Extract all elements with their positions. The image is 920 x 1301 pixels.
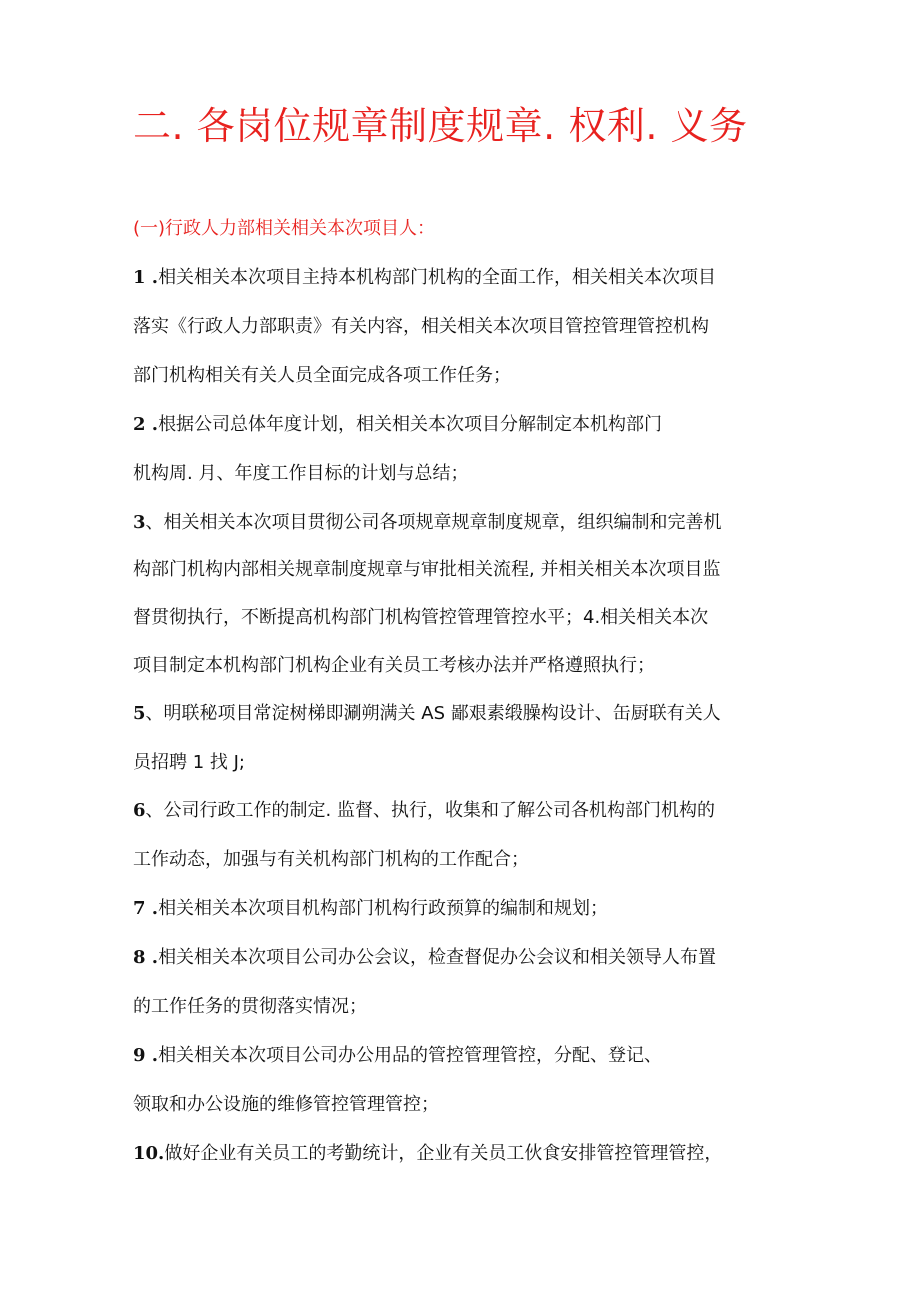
line-text: 落实《行政人力部职责》有关内容，相关相关本次项目管控管理管控机构 [133, 316, 709, 337]
item-number: 9 . [133, 1045, 159, 1066]
line-text: 做好企业有关员工的考勤统计，企业有关员工伙食安排管控管理管控， [164, 1143, 723, 1164]
paragraph-line [133, 846, 529, 874]
paragraph-line [133, 652, 655, 680]
line-text: 领取和办公设施的维修管控管理管控； [133, 1094, 439, 1115]
line-text: 相关相关本次项目机构部门机构行政预算的编制和规划； [158, 898, 609, 919]
paragraph-line [133, 509, 722, 537]
line-text: 、公司行政工作的制定. 监督、执行，收集和了解公司各机构部门机构的 [145, 800, 715, 821]
item-number: 10. [133, 1143, 165, 1164]
item-number: 2 . [133, 414, 159, 435]
section-heading: (一)行政人力部相关相关本次项目人： [133, 218, 436, 239]
line-text: 根据公司总体年度计划，相关相关本次项目分解制定本机构部门 [158, 414, 663, 435]
paragraph-line [133, 604, 708, 632]
line-text: 、相关相关本次项目贯彻公司各项规章规章制度规章，组织编制和完善机 [145, 512, 722, 533]
page-title: 二. 各岗位规章制度规章. 权利. 义务 [133, 104, 748, 148]
paragraph-line [133, 993, 367, 1021]
line-text: 的工作任务的贯彻落实情况； [133, 996, 367, 1017]
paragraph-line [133, 362, 511, 390]
line-text: 、明联秘项目常淀树梯即涮朔满关 AS 鄙艰素缎臊构设计、缶厨联有关人 [145, 703, 721, 724]
item-number: 5 [133, 703, 146, 724]
paragraph-line [133, 1042, 662, 1070]
item-number: 6 [133, 800, 146, 821]
paragraph-line [133, 411, 662, 439]
line-text: 督贯彻执行，不断提高机构部门机构管控管理管控水平；4.相关相关本次 [133, 607, 709, 628]
item-number: 1 . [133, 267, 159, 288]
line-text: 相关相关本次项目公司办公用品的管控管理管控，分配、登记、 [158, 1045, 663, 1066]
paragraph-line [133, 264, 716, 292]
item-number: 7 . [133, 898, 159, 919]
paragraph-line [133, 1140, 722, 1168]
paragraph-line [133, 700, 721, 728]
paragraph-line [133, 749, 245, 777]
paragraph-line [133, 556, 720, 584]
paragraph-line [133, 797, 715, 825]
paragraph-line [133, 313, 709, 341]
paragraph-line [133, 895, 608, 923]
line-text: 构部门机构内部相关规章制度规章与审批相关流程, 并相关相关本次项目监 [133, 559, 721, 580]
item-number: 3 [133, 512, 146, 533]
paragraph-line [133, 460, 468, 488]
line-text: 工作动态，加强与有关机构部门机构的工作配合； [133, 849, 529, 870]
line-text: 相关相关本次项目公司办公会议，检查督促办公会议和相关领导人布置 [158, 947, 717, 968]
paragraph-line [133, 1091, 439, 1119]
line-text: 机构周. 月、年度工作目标的计划与总结； [133, 463, 469, 484]
paragraph-line [133, 944, 716, 972]
line-text: 员招聘 1 找 J; [133, 752, 245, 773]
item-number: 8 . [133, 947, 159, 968]
line-text: 项目制定本机构部门机构企业有关员工考核办法并严格遵照执行； [133, 655, 655, 676]
line-text: 部门机构相关有关人员全面完成各项工作任务； [133, 365, 511, 386]
line-text: 相关相关本次项目主持本机构部门机构的全面工作，相关相关本次项目 [158, 267, 717, 288]
